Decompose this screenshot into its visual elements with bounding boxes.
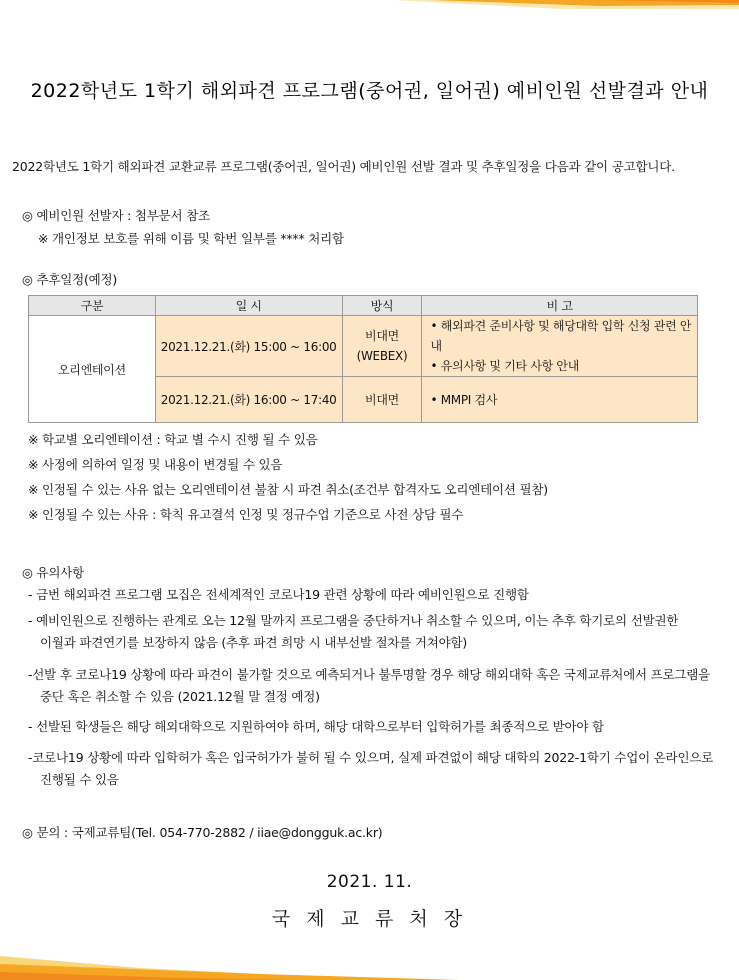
remark-item: ※ 학교별 오리엔테이션 : 학교 별 수시 진행 될 수 있음 [28, 432, 318, 447]
schedule-label: ◎ 추후일정(예정) [22, 272, 118, 287]
issuer-signature: 국 제 교 류 처 장 [271, 908, 468, 930]
announcement-date: 2021. 11. [326, 872, 413, 892]
header-method: 방식 [342, 296, 422, 316]
header-category: 구분 [29, 296, 156, 316]
caution-item-continued: 이월과 파견연기를 보장하지 않음 (추후 파견 희망 시 내부선발 절차를 거쳐야함) [40, 635, 468, 650]
header-notes: 비 고 [422, 296, 698, 316]
caution-item: - 금번 해외파견 프로그램 모집은 전세계적인 코로나19 관련 상황에 따라 예비인원으로 진행함 [28, 587, 529, 602]
table-row [29, 316, 698, 377]
caution-item: - 선발된 학생들은 해당 해외대학으로 지원하여야 하며, 해당 대학으로부터 입학허가를 최종적으로 받아야 함 [28, 719, 604, 734]
remark-item: ※ 사정에 의하여 일정 및 내용이 변경될 수 있음 [28, 457, 283, 472]
note-item: • 유의사항 및 기타 사항 안내 [430, 359, 580, 373]
remark-item: ※ 인정될 수 있는 사유 없는 오리엔테이션 불참 시 파견 취소(조건부 합격자도 오리엔테이션 필참) [28, 482, 548, 497]
note-item: • 해외파견 준비사항 및 해당대학 입학 신청 관련 안내 [430, 319, 692, 353]
table-header-row [29, 296, 698, 316]
caution-item: -코로나19 상황에 따라 입학허가 혹은 입국허가가 불허 될 수 있으며, 실제 파견없이 해당 대학의 2022-1학기 수업이 온라인으로 [28, 750, 714, 765]
caution-item-continued: 진행될 수 있음 [40, 772, 119, 787]
caution-item: - 예비인원으로 진행하는 관계로 오는 12월 말까지 프로그램을 중단하거나 취소할 수 있으며, 이는 추후 학기로의 선발권한 [28, 613, 679, 628]
method-subtext: (WEBEX) [356, 349, 408, 363]
intro-text: 2022학년도 1학기 해외파견 교환교류 프로그램(중어권, 일어권) 예비인원 선발 결과 및 추후일정을 다음과 같이 공고합니다. [12, 159, 675, 174]
datetime-cell: 2021.12.21.(화) 16:00 ~ 17:40 [155, 377, 342, 423]
note-item: • MMPI 검사 [430, 392, 498, 407]
top-decoration [0, 0, 739, 40]
page-title: 2022학년도 1학기 해외파견 프로그램(중어권, 일어권) 예비인원 선발결과 안내 [30, 80, 709, 102]
method-cell [342, 316, 422, 377]
schedule-table [28, 295, 698, 423]
caution-item: -선발 후 코로나19 상황에 따라 파견이 불가할 것으로 예측되거나 불투명할 경우 해당 해외대학 혹은 국제교류처에서 프로그램을 [28, 667, 711, 682]
caution-item-continued: 중단 혹은 취소할 수 있음 (2021.12월 말 결정 예정) [40, 689, 320, 704]
selection-note: ※ 개인정보 보호를 위해 이름 및 학번 일부를 **** 처리함 [38, 231, 344, 246]
datetime-cell: 2021.12.21.(화) 15:00 ~ 16:00 [155, 316, 342, 377]
notes-cell [422, 377, 698, 423]
selection-label: ◎ 예비인원 선발자 : 첨부문서 참조 [22, 208, 210, 223]
remark-item: ※ 인정될 수 있는 사유 : 학칙 유고결석 인정 및 정규수업 기준으로 사전 상담 필수 [28, 507, 464, 522]
bottom-decoration [0, 930, 739, 980]
notes-cell [422, 316, 698, 377]
header-datetime: 일 시 [155, 296, 342, 316]
method-cell: 비대면 [342, 377, 422, 423]
cautions-label: ◎ 유의사항 [22, 565, 84, 580]
contact-info: ◎ 문의 : 국제교류팀(Tel. 054-770-2882 / iiae@dongguk.ac.kr) [22, 825, 383, 840]
category-cell: 오리엔테이션 [29, 316, 156, 423]
method-text: 비대면 [365, 329, 399, 343]
